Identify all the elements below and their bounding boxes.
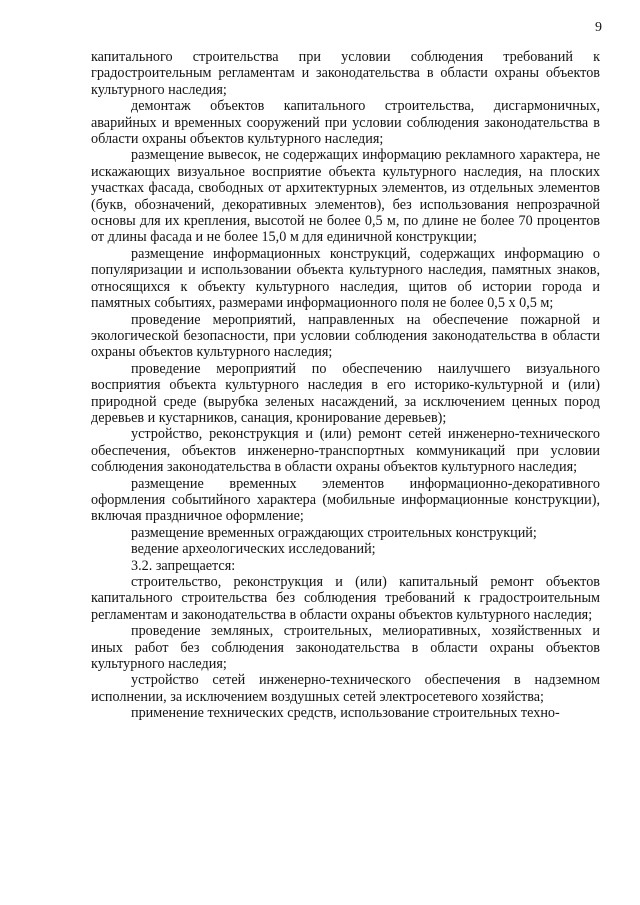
paragraph-3: размещение вывесок, не содержащих информацию рекламного характера, не искажающих визуальное восприятие объекта культурного наследия, на плоских участках фасада, свободных от архитектурных элементов, из отдельных элементов (букв, обозначений, декоративных элементов), без использования непрозрачной основы для их крепления, высотой не более 0,5 м, по длине не более 70 процентов от длины фасада и не более 15,0 м для единичной конструкции; xyxy=(91,147,600,246)
paragraph-7: устройство, реконструкция и (или) ремонт сетей инженерно-технического обеспечения, объектов инженерно-транспортных коммуникаций при условии соблюдения законодательства в области охраны объектов культурного наследия; xyxy=(91,426,600,476)
page-number: 9 xyxy=(595,20,602,35)
paragraph-1: капитального строительства при условии соблюдения требований к градостроительным регламентам и законодательства в области охраны объектов культурного наследия; xyxy=(91,49,600,98)
paragraph-14: устройство сетей инженерно-технического обеспечения в надземном исполнении, за исключением воздушных сетей электросетевого хозяйства; xyxy=(91,672,600,705)
paragraph-9: размещение временных ограждающих строительных конструкций; xyxy=(131,524,537,541)
paragraph-2: демонтаж объектов капитального строительства, дисгармоничных, аварийных и временных сооружений при условии соблюдения законодательства в области охраны объектов культурного наследия; xyxy=(91,98,600,148)
section-heading-3-2: 3.2. запрещается: xyxy=(131,557,236,574)
paragraph-13: проведение земляных, строительных, мелиоративных, хозяйственных и иных работ без соблюдения законодательства в области охраны объектов культурного наследия; xyxy=(91,623,600,673)
paragraph-5: проведение мероприятий, направленных на обеспечение пожарной и экологической безопасности, при условии соблюдения законодательства в области охраны объектов культурного наследия; xyxy=(91,311,600,361)
paragraph-4: размещение информационных конструкций, содержащих информацию о популяризации и использовании объекта культурного наследия, памятных знаков, относящихся к объекту культурного наследия, щитов об истории города и памятных событиях, размерами информационного поля не более 0,5 х 0,5 м; xyxy=(91,245,600,312)
paragraph-15: применение технических средств, использование строительных техно- xyxy=(131,705,560,722)
paragraph-6: проведение мероприятий по обеспечению наилучшего визуального восприятия объекта культурного наследия в его историко-культурной и (или) природной среде (вырубка зеленых насаждений, за исключением ценных пород деревьев и кустарников, санация, кронирование деревьев); xyxy=(91,360,600,426)
paragraph-10: ведение археологических исследований; xyxy=(131,541,376,558)
document-body xyxy=(91,49,600,722)
paragraph-12: строительство, реконструкция и (или) капитальный ремонт объектов капитального строительства без соблюдения требований к градостроительным регламентам и законодательства в области охраны объектов культурного наследия; xyxy=(91,574,600,623)
paragraph-8: размещение временных элементов информационно-декоративного оформления событийного характера (мобильные информационные конструкции), включая праздничное оформление; xyxy=(91,475,600,525)
